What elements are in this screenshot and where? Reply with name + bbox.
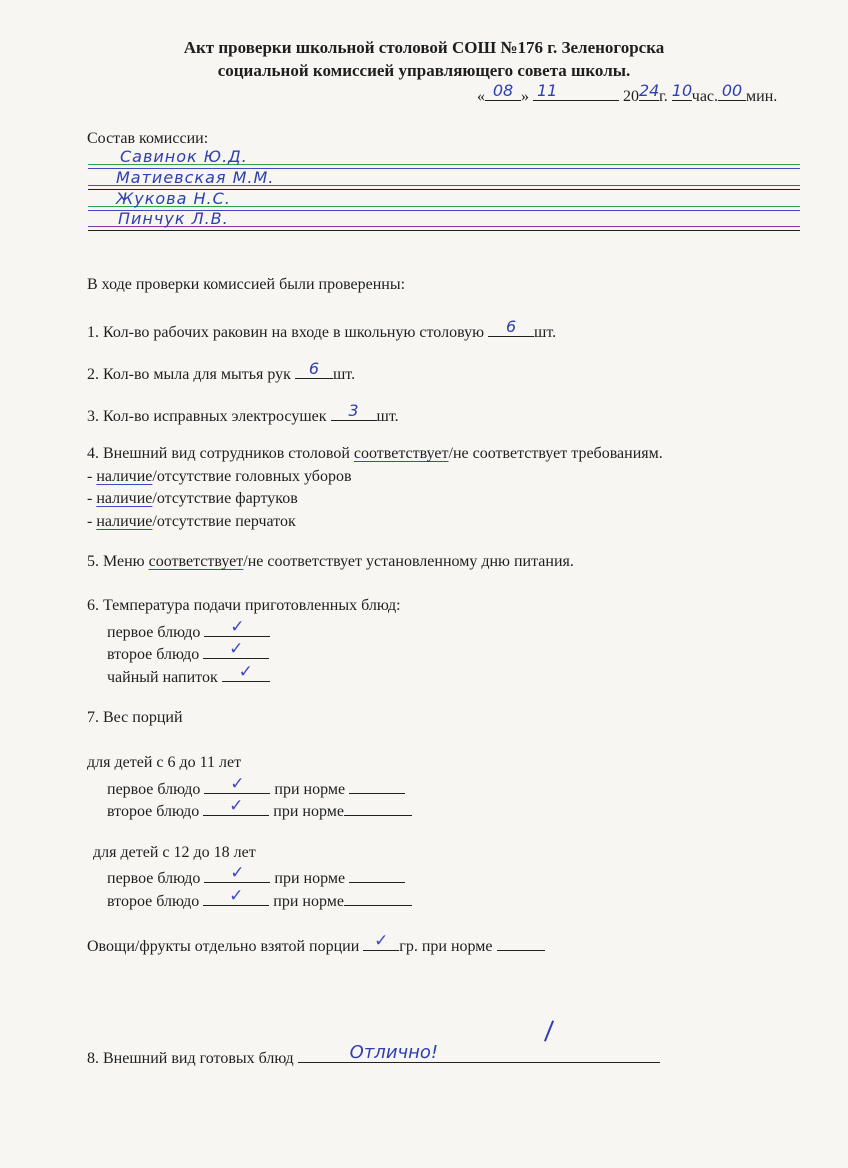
pen-stroke-mark <box>544 1020 554 1041</box>
temperature-row-label: первое блюдо <box>107 624 201 641</box>
weight-row-label: второе блюдо <box>107 893 200 910</box>
appearance-label: 4. Внешний вид сотрудников столовой <box>87 445 350 462</box>
weight-row-label: первое блюдо <box>107 781 201 798</box>
document-title-line2: социальной комиссией управляющего совета школы. <box>217 61 631 80</box>
inspection-intro: В ходе проверки комиссией были проверенны: <box>87 276 406 293</box>
weight-group-label: для детей с 12 до 18 лет <box>93 844 256 861</box>
temperature-row <box>107 617 270 642</box>
sub-dash: - <box>87 513 97 530</box>
check-mark-icon: ✓ <box>230 617 245 637</box>
fruit-norm-field <box>497 934 545 951</box>
appearance-sub-item <box>87 468 352 486</box>
check-mark-icon: ✓ <box>230 863 245 883</box>
date-hour-value: 10 <box>671 81 693 100</box>
norm-label: при норме <box>274 870 346 887</box>
menu-rest: /не соответствует установленному дню питания. <box>243 553 574 570</box>
item-appearance <box>87 445 663 463</box>
dishes-field <box>298 1042 660 1063</box>
commission-member: Савинок Ю.Д. <box>120 147 248 166</box>
weight-field <box>204 774 270 794</box>
temperature-field <box>222 662 270 682</box>
fruit-label: Овощи/фрукты отдельно взятой порции <box>87 938 360 955</box>
check-mark-icon: ✓ <box>230 774 245 794</box>
weight-row <box>107 863 405 888</box>
item-dishes <box>87 1042 660 1068</box>
document-title-line1: Акт проверки школьной столовой СОШ №176 г. Зеленогорска <box>183 38 665 57</box>
date-hour-field <box>671 81 693 101</box>
weight-field <box>203 796 269 816</box>
date-year-prefix: 20 <box>623 88 639 105</box>
item-sinks <box>87 317 557 342</box>
commission-label: Состав комиссии: <box>87 130 209 147</box>
dishes-label: 8. Внешний вид готовых блюд <box>87 1050 294 1067</box>
soap-unit: шт. <box>332 366 356 383</box>
appearance-sub-item <box>87 513 296 531</box>
norm-field <box>349 866 405 883</box>
weight-row-label: второе блюдо <box>107 803 200 820</box>
temperature-row <box>107 662 270 687</box>
temperature-row-label: второе блюдо <box>107 646 200 663</box>
item-menu <box>87 553 574 571</box>
appearance-option-no: /не соответствует требованиям. <box>448 445 663 462</box>
check-mark-icon: ✓ <box>238 662 253 682</box>
date-day-value: 08 <box>492 81 514 100</box>
date-minute-value: 00 <box>721 81 743 100</box>
date-line <box>477 81 778 106</box>
item-fruit <box>87 931 545 956</box>
temperature-row <box>107 639 269 664</box>
norm-label: при норме <box>273 893 344 910</box>
weight-field <box>204 863 270 883</box>
norm-label: при норме <box>273 803 344 820</box>
soap-field <box>295 359 333 379</box>
sinks-field <box>488 317 534 337</box>
sub-rest: /отсутствие фартуков <box>152 490 298 507</box>
date-year-value: 24 <box>639 81 660 100</box>
date-month-value: 11 <box>537 81 558 100</box>
sinks-label: 1. Кол-во рабочих раковин на входе в школьную столовую <box>87 324 485 341</box>
fruit-unit: гр. при норме <box>399 938 493 955</box>
temperature-field <box>203 639 269 659</box>
weight-field <box>203 886 269 906</box>
item-dryers <box>87 401 399 426</box>
temperature-row-label: чайный напиток <box>107 669 218 686</box>
weight-group-label: для детей с 6 до 11 лет <box>87 754 242 771</box>
date-hour-suffix: час. <box>691 88 719 105</box>
date-open-quote: « <box>477 88 485 105</box>
norm-field <box>349 777 405 794</box>
sub-option-yes: наличие <box>96 513 153 530</box>
dryers-field <box>331 401 377 421</box>
date-minute-suffix: мин. <box>746 88 778 105</box>
dishes-value: Отлично! <box>349 1042 439 1063</box>
appearance-sub-item <box>87 490 298 508</box>
norm-field <box>344 799 412 816</box>
date-year-field <box>639 81 660 101</box>
appearance-option-yes: соответствует <box>353 445 449 462</box>
date-year-suffix: г. <box>659 88 668 105</box>
weight-row <box>107 774 405 799</box>
weight-label: 7. Вес порций <box>87 709 183 726</box>
check-mark-icon: ✓ <box>229 639 244 659</box>
date-month-field <box>533 81 619 101</box>
dryers-value: 3 <box>348 401 359 420</box>
date-minute-field <box>718 81 746 101</box>
sub-option-yes: наличие <box>96 490 153 507</box>
commission-rule <box>88 230 800 231</box>
temperature-label: 6. Температура подачи приготовленных блюд: <box>87 597 401 614</box>
weight-row <box>107 796 412 821</box>
dryers-label: 3. Кол-во исправных электросушек <box>87 408 327 425</box>
sinks-unit: шт. <box>534 324 557 341</box>
menu-label: 5. Меню <box>87 553 145 570</box>
sub-dash: - <box>87 490 97 507</box>
date-close-quote: » <box>521 88 529 105</box>
check-mark-icon: ✓ <box>229 886 244 906</box>
sub-rest: /отсутствие перчаток <box>152 513 296 530</box>
sub-option-yes: наличие <box>96 468 153 485</box>
check-mark-icon: ✓ <box>374 931 389 951</box>
sub-dash: - <box>87 468 97 485</box>
sinks-value: 6 <box>505 317 517 336</box>
check-mark-icon: ✓ <box>229 796 244 816</box>
norm-label: при норме <box>274 781 346 798</box>
commission-member: Матиевская М.М. <box>116 168 275 187</box>
date-day-field <box>485 81 521 101</box>
fruit-field <box>363 931 399 951</box>
item-soap <box>87 359 356 384</box>
sub-rest: /отсутствие головных уборов <box>152 468 352 485</box>
soap-label: 2. Кол-во мыла для мытья рук <box>87 366 291 383</box>
dryers-unit: шт. <box>376 408 399 425</box>
commission-member: Пинчук Л.В. <box>118 209 229 228</box>
temperature-field <box>204 617 270 637</box>
commission-member: Жукова Н.С. <box>116 189 231 208</box>
menu-option-yes: соответствует <box>148 553 244 570</box>
weight-row-label: первое блюдо <box>107 870 201 887</box>
weight-row <box>107 886 412 911</box>
soap-value: 6 <box>308 359 320 378</box>
norm-field <box>344 889 412 906</box>
